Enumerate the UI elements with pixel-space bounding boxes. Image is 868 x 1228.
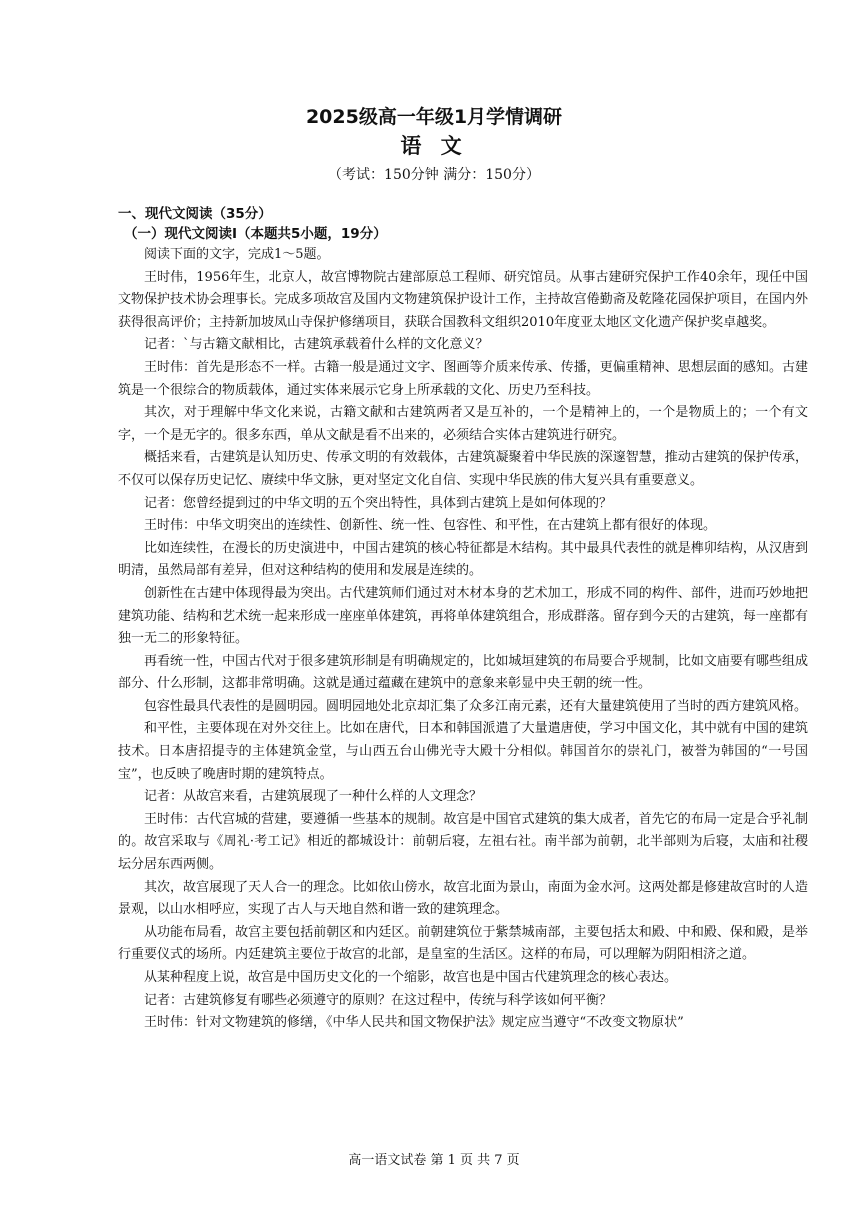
passage-paragraph: 记者：`与古籍文献相比，古建筑承载着什么样的文化意义？ <box>144 337 489 353</box>
passage-paragraph: 比如连续性，在漫长的历史演进中，中国古建筑的核心特征都是木结构。其中最具代表性的就是榫卯结构，从汉唐到明清，虽然局部有差异，但对这种结构的使用和发展是连续的。 <box>118 540 808 579</box>
passage-paragraph: 阅读下面的文字，完成1～5题。 <box>144 247 330 262</box>
passage-paragraph: 包容性最具代表性的是圆明园。圆明园地处北京却汇集了众多江南元素，还有大量建筑使用了当时的西方建筑风格。 <box>144 698 808 714</box>
passage-paragraph: 从某种程度上说，故宫是中国历史文化的一个缩影，故宫也是中国古代建筑理念的核心表达。 <box>144 970 678 985</box>
passage-paragraph: 王时伟：中华文明突出的连续性、创新性、统一性、包容性、和平性，在古建筑上都有很好的体现。 <box>144 518 717 534</box>
passage-paragraph: 概括来看，古建筑是认知历史、传承文明的有效载体，古建筑凝聚着中华民族的深邃智慧，推动古建筑的保护传承，不仅可以保存历史记忆、赓续中华文脉，更对坚定文化自信、实现中华民族的伟大复兴具有重要意义。 <box>118 450 808 488</box>
reading-section <box>118 204 808 1035</box>
passage-body <box>118 244 808 1035</box>
section-heading: 一、现代文阅读（35分） <box>118 206 272 222</box>
passage-paragraph: 王时伟，1956年生，北京人，故宫博物院古建部原总工程师、研究馆员。从事古建研究保护工作40余年，现任中国文物保护技术协会理事长。完成多项故宫及国内文物建筑保护设计工作，主持故宫倦勤斋及乾隆花园保护项目，在国内外获得很高评价；主持新加坡凤山寺保护修缮项目，获联合国教科文组织2010年度亚太地区文化遗产保护奖卓越奖。 <box>118 269 808 330</box>
exam-title: 2025级高一年级1月学情调研 <box>305 106 563 128</box>
exam-info: （考试：150分钟 满分：150分） <box>328 167 540 183</box>
passage-paragraph: 记者：古建筑修复有哪些必须遵守的原则？在这过程中，传统与科学该如何平衡？ <box>144 992 613 1008</box>
subject-title: 语 文 <box>400 134 468 158</box>
passage-paragraph: 其次，对于理解中华文化来说，古籍文献和古建筑两者又是互补的，一个是精神上的，一个是物质上的；一个有文字，一个是无字的。很多东西，单从文献是看不出来的，必须结合实体古建筑进行研究。 <box>118 405 808 443</box>
passage-paragraph: 再看统一性，中国古代对于很多建筑形制是有明确规定的，比如城垣建筑的布局要合乎规制，比如文庙要有哪些组成部分、什么形制，这都非常明确。这就是通过蕴藏在建筑中的意象来彰显中央王朝的统一性。 <box>118 653 808 692</box>
passage-paragraph: 王时伟：针对文物建筑的修缮，《中华人民共和国文物保护法》规定应当遵守“不改变文物原状” <box>144 1015 684 1031</box>
passage-paragraph: 王时伟：首先是形态不一样。古籍一般是通过文字、图画等介质来传承、传播，更偏重精神、思想层面的感知。古建筑是一个很综合的物质载体，通过实体来展示它身上所承载的文化、历史乃至科技。 <box>118 359 808 398</box>
passage-paragraph: 创新性在古建中体现得最为突出。古代建筑师们通过对木材本身的艺术加工，形成不同的构件、部件，进而巧妙地把建筑功能、结构和艺术统一起来形成一座座单体建筑，再将单体建筑组合，形成群落。留存到今天的古建筑，每一座都有独一无二的形象特征。 <box>118 585 808 647</box>
page-footer: 高一语文试卷 第 1 页 共 7 页 <box>348 1153 520 1168</box>
passage-paragraph: 记者：您曾经提到过的中华文明的五个突出特性，具体到古建筑上是如何体现的？ <box>144 495 613 511</box>
passage-paragraph: 王时伟：古代宫城的营建，要遵循一些基本的规制。故宫是中国官式建筑的集大成者，首先它的布局一定是合乎礼制的。故宫采取与《周礼·考工记》相近的都城设计：前朝后寝，左祖右社。南半部为前朝，北半部则为后寝，太庙和社稷坛分居东西两侧。 <box>118 811 808 873</box>
subsection-heading: （一）现代文阅读Ⅰ（本题共5小题，19分） <box>124 226 387 242</box>
exam-header <box>0 104 868 186</box>
passage-paragraph: 其次，故宫展现了天人合一的理念。比如依山傍水，故宫北面为景山，南面为金水河。这两处都是修建故宫时的人造景观，以山水相呼应，实现了古人与天地自然和谐一致的建筑理念。 <box>118 879 808 918</box>
passage-paragraph: 从功能布局看，故宫主要包括前朝区和内廷区。前朝建筑位于紫禁城南部，主要包括太和殿、中和殿、保和殿，是举行重要仪式的场所。内廷建筑主要位于故宫的北部，是皇室的生活区。这样的布局，可以理解为阴阳相济之道。 <box>118 924 808 963</box>
passage-paragraph: 记者：从故宫来看，古建筑展现了一种什么样的人文理念？ <box>144 789 483 805</box>
passage-paragraph: 和平性，主要体现在对外交往上。比如在唐代，日本和韩国派遣了大量遣唐使，学习中国文化，其中就有中国的建筑技术。日本唐招提寺的主体建筑金堂，与山西五台山佛光寺大殿十分相似。韩国首尔的崇礼门，被誉为韩国的“一号国宝”，也反映了晚唐时期的建筑特点。 <box>118 721 808 782</box>
